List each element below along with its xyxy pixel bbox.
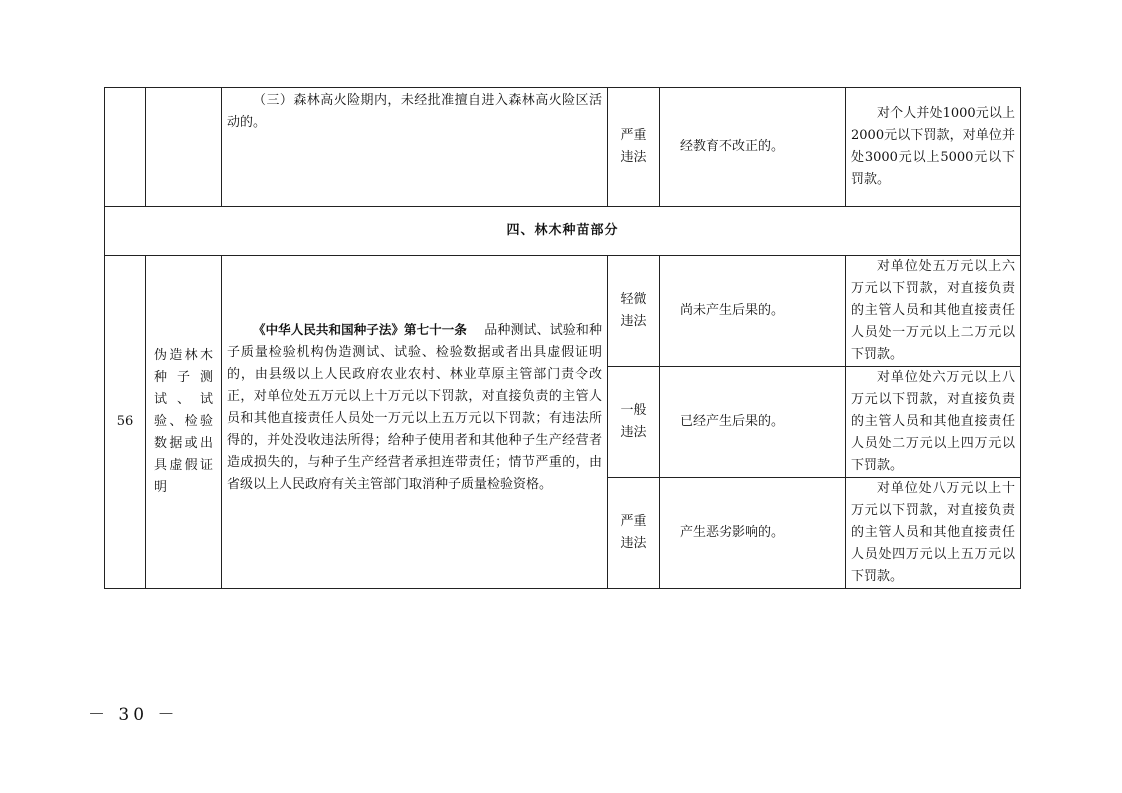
violation-level-cell [608, 88, 660, 207]
circumstance-cell [660, 256, 846, 367]
violation-level-cell [608, 478, 660, 589]
violation-level-cell [608, 367, 660, 478]
table-row [105, 88, 1021, 207]
law-article-title: 《中华人民共和国种子法》第七十一条 [253, 322, 467, 337]
circumstance-text: 尚未产生后果的。 [680, 303, 785, 318]
item-number-cell [105, 88, 146, 207]
violation-level-text: 严重违法 [620, 128, 647, 165]
item-number-cell [105, 256, 146, 589]
violation-level-text: 轻微违法 [620, 292, 647, 329]
item-number: 56 [116, 414, 134, 429]
item-name-cell [146, 256, 222, 589]
circumstance-cell [660, 478, 846, 589]
table-row [105, 256, 1021, 367]
item-name: 伪造林木种子测试、试验、检验数据或出具虚假证明 [154, 348, 213, 495]
circumstance-text: 产生恶劣影响的。 [680, 525, 785, 540]
violation-level-text: 一般违法 [620, 403, 647, 440]
penalty-text: 对个人并处1000元以上2000元以下罚款，对单位并处3000元以上5000元以下罚款。 [851, 106, 1015, 187]
violation-level-text: 严重违法 [620, 514, 647, 551]
circumstance-cell [660, 88, 846, 207]
penalty-cell [846, 478, 1021, 589]
legal-basis-cell [222, 256, 608, 589]
penalty-cell [846, 367, 1021, 478]
penalty-text: 对单位处六万元以上八万元以下罚款，对直接负责的主管人员和其他直接责任人员处二万元以上四万元以下罚款。 [851, 370, 1015, 473]
circumstance-text: 已经产生后果的。 [680, 414, 785, 429]
penalty-text: 对单位处八万元以上十万元以下罚款，对直接负责的主管人员和其他直接责任人员处四万元以上五万元以下罚款。 [851, 481, 1015, 584]
page-number: － 30 － [88, 705, 179, 725]
penalty-standards-table [104, 87, 1021, 589]
penalty-cell [846, 88, 1021, 207]
violation-level-cell [608, 256, 660, 367]
circumstance-cell [660, 367, 846, 478]
law-article-text: 品种测试、试验和种子质量检验机构伪造测试、试验、检验数据或者出具虚假证明的，由县级以上人民政府农业农村、林业草原主管部门责令改正，对单位处五万元以上十万元以下罚款，对直接负责的主管人员和其他直接责任人员处一万元以上五万元以下罚款；有违法所得的，并处没收违法所得；给种子使用者和其他种子生产经营者造成损失的，与种子生产经营者承担连带责任；情节严重的，由省级以上人民政府有关主管部门取消种子质量检验资格。 [227, 323, 602, 492]
section-header-row [105, 207, 1021, 256]
violation-condition-cell [222, 88, 608, 207]
section-title: 四、林木种苗部分 [105, 207, 1021, 256]
item-name-cell [146, 88, 222, 207]
penalty-text: 对单位处五万元以上六万元以下罚款，对直接负责的主管人员和其他直接责任人员处一万元以上二万元以下罚款。 [851, 259, 1015, 362]
penalty-cell [846, 256, 1021, 367]
violation-condition-text: （三）森林高火险期内，未经批准擅自进入森林高火险区活动的。 [227, 93, 602, 130]
circumstance-text: 经教育不改正的。 [680, 139, 785, 154]
